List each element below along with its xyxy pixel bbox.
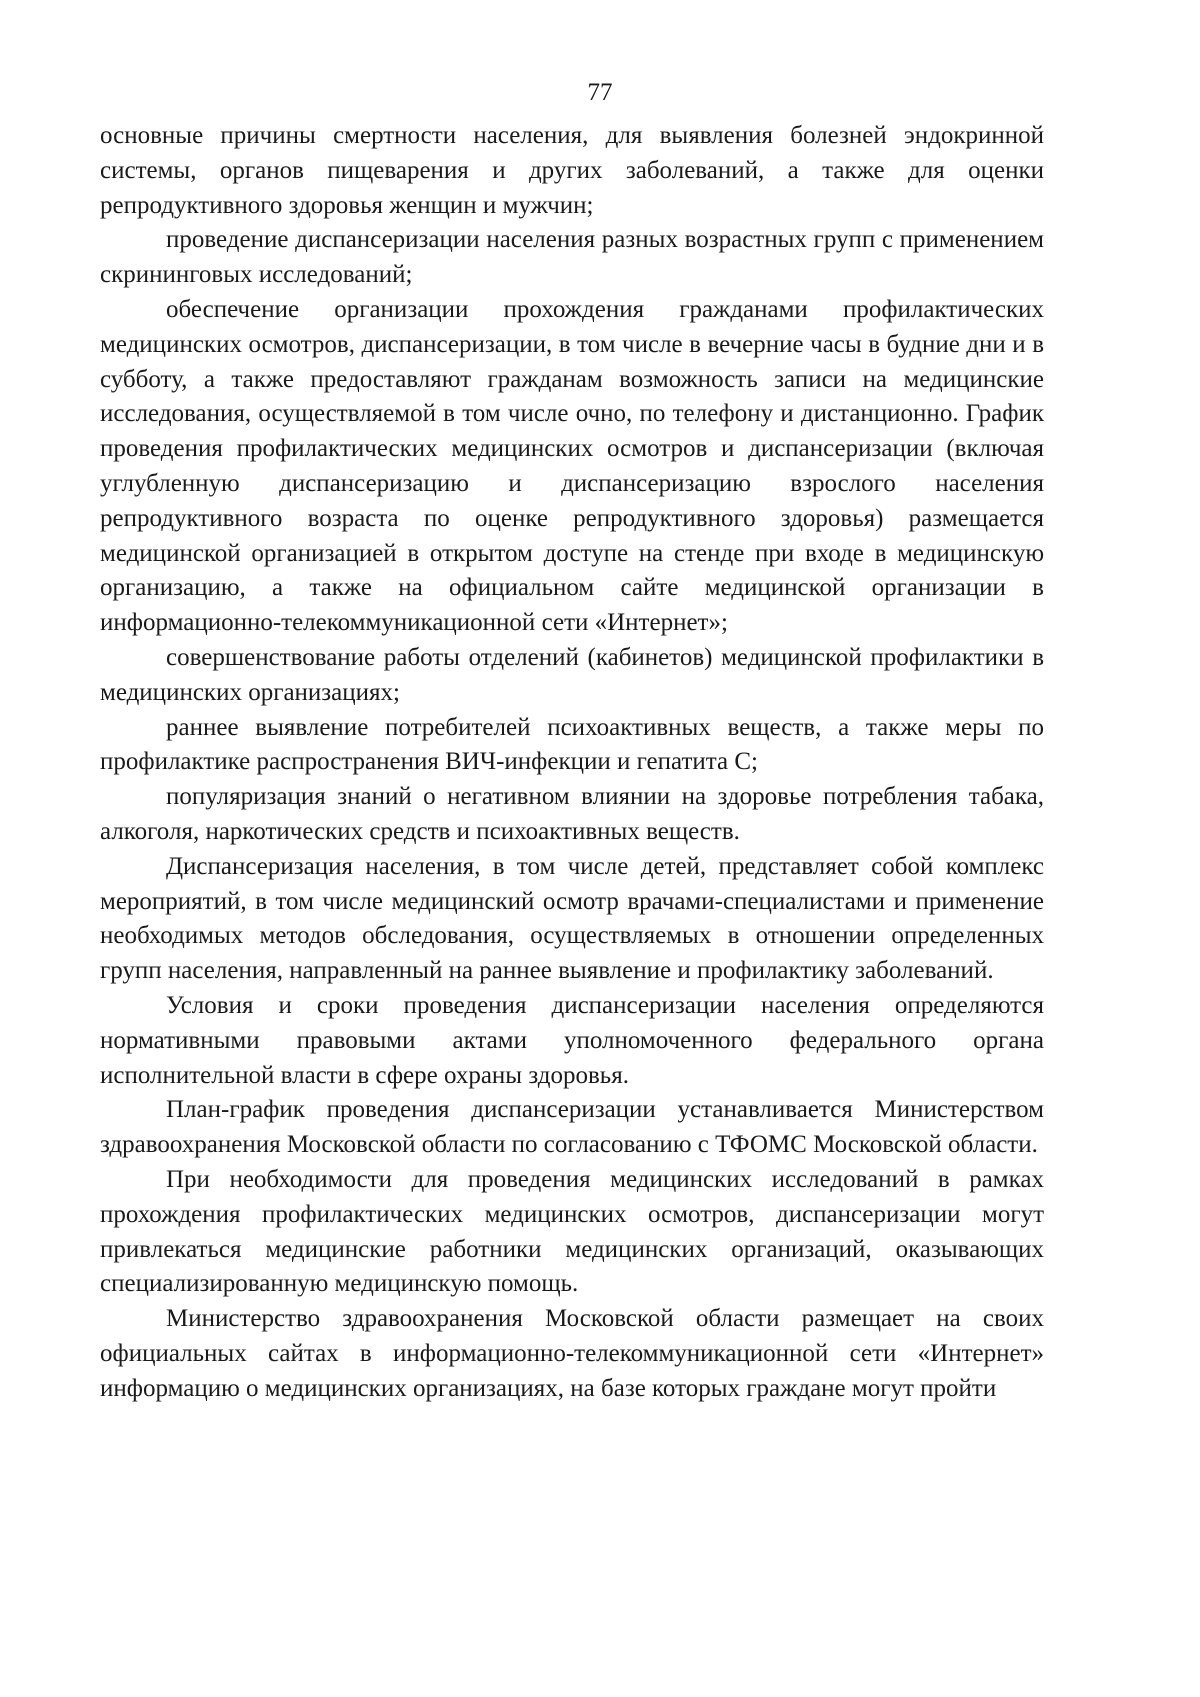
paragraph-early-detection: раннее выявление потребителей психоактивных веществ, а также меры по профилактике распространения ВИЧ-инфекции и гепатита С; bbox=[100, 713, 1044, 776]
paragraph-schedule-plan: План-график проведения диспансеризации устанавливается Министерством здравоохранения Московской области по согласованию с ТФОМС Московской области. bbox=[100, 1096, 1044, 1159]
paragraph-organization-of-checkups: обеспечение организации прохождения гражданами профилактических медицинских осмотров, диспансеризации, в том числе в вечерние часы в будние дни и в субботу, а также предоставляют гражданам возможность записи на медицинские исследования, осуществляемой в том числе очно, по телефону и дистанционно. График проведения профилактических медицинских осмотров и диспансеризации (включая углубленную диспансеризацию и диспансеризацию взрослого населения репродуктивного возраста по оценке репродуктивного здоровья) размещается медицинской организацией в открытом доступе на стенде при входе в медицинскую организацию, а также на официальном сайте медицинской организации в информационно-телекоммуникационной сети «Интернет»; bbox=[100, 295, 1044, 637]
page-number: 77 bbox=[587, 79, 613, 106]
paragraph-popularization: популяризация знаний о негативном влиянии на здоровье потребления табака, алкоголя, наркотических средств и психоактивных веществ. bbox=[100, 783, 1044, 845]
paragraph-ministry-information: Министерство здравоохранения Московской области размещает на своих официальных сайтах в информационно-телекоммуникационной сети «Интернет» информацию о медицинских организациях, на базе которых граждане могут пройти bbox=[100, 1305, 1044, 1402]
paragraph-prevention-departments: совершенствование работы отделений (кабинетов) медицинской профилактики в медицинских организациях; bbox=[100, 643, 1044, 706]
paragraph-specialists-involvement: При необходимости для проведения медицинских исследований в рамках прохождения профилактических медицинских осмотров, диспансеризации могут привлекаться медицинские работники медицинских организаций, оказывающих специализированную медицинскую помощь. bbox=[100, 1165, 1044, 1298]
paragraph-dispensary-screening: проведение диспансеризации населения разных возрастных групп с применением скрининговых исследований; bbox=[100, 226, 1044, 289]
paragraph-continuation: основные причины смертности населения, для выявления болезней эндокринной системы, органов пищеварения и других заболеваний, а также для оценки репродуктивного здоровья женщин и мужчин; bbox=[100, 122, 1044, 219]
paragraph-dispensarization-definition: Диспансеризация населения, в том числе детей, представляет собой комплекс мероприятий, в том числе медицинский осмотр врачами-специалистами и применение необходимых методов обследования, осуществляемых в отношении определенных групп населения, направленный на раннее выявление и профилактику заболеваний. bbox=[100, 852, 1044, 985]
paragraph-conditions-and-terms: Условия и сроки проведения диспансеризации населения определяются нормативными правовыми актами уполномоченного федерального органа исполнительной власти в сфере охраны здоровья. bbox=[100, 991, 1044, 1089]
body-text bbox=[100, 119, 1044, 1406]
